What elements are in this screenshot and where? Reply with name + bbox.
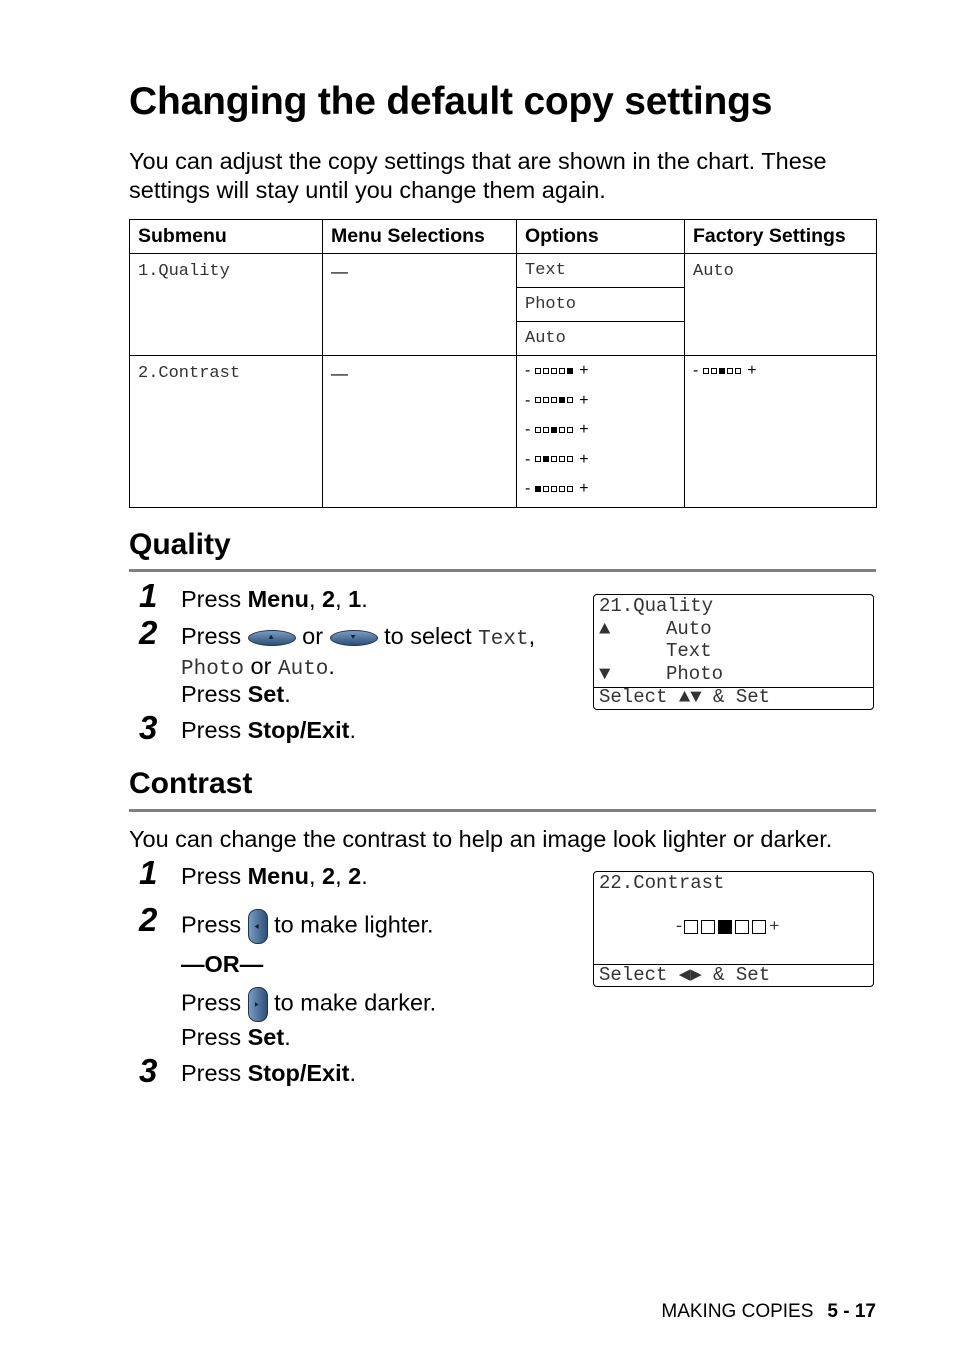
contrast-level-square	[559, 456, 565, 462]
header-factory-settings: Factory Settings	[685, 220, 877, 254]
contrast-level-square	[551, 397, 557, 403]
quality-step-2-line3: Press Set.	[181, 681, 291, 707]
lcd-contrast-scale: - +	[674, 918, 780, 937]
contrast-level-square	[543, 456, 549, 462]
submenu-contrast: 2.Contrast	[130, 356, 323, 508]
contrast-level-square	[559, 427, 565, 433]
menu-selection-contrast: —	[323, 356, 517, 508]
page-footer	[661, 1301, 876, 1323]
lcd-status: Select ▲▼ & Set	[599, 686, 771, 708]
up-arrow-key-icon	[248, 630, 296, 646]
contrast-options	[517, 356, 685, 508]
contrast-step-2-darker: Press to make darker.	[181, 987, 436, 1022]
contrast-level-square	[735, 368, 741, 374]
intro-paragraph: You can adjust the copy settings that are shown in the chart. These settings will stay until you change them again.	[129, 148, 827, 203]
lcd-line: 21.Quality	[599, 595, 714, 617]
contrast-level-square	[535, 486, 541, 492]
contrast-option: - +	[525, 362, 589, 379]
section-divider	[129, 809, 876, 812]
quality-lcd-display	[593, 594, 874, 710]
lcd-line: Auto	[666, 618, 712, 640]
footer-section: MAKING COPIES	[661, 1301, 814, 1322]
page-title: Changing the default copy settings	[129, 80, 773, 123]
contrast-level-square	[567, 397, 573, 403]
contrast-heading: Contrast	[129, 767, 253, 800]
option-text: Text	[517, 254, 685, 288]
page-number: 5 - 17	[827, 1301, 876, 1322]
contrast-level-square	[567, 368, 573, 374]
contrast-option: - +	[525, 391, 589, 409]
contrast-intro: You can change the contrast to help an image look lighter or darker.	[129, 826, 833, 852]
header-menu-selections: Menu Selections	[323, 220, 517, 254]
contrast-level-square	[752, 920, 766, 934]
table-row	[130, 254, 877, 288]
step-number: 3	[139, 1052, 158, 1089]
table-row	[130, 356, 877, 508]
contrast-level-square	[718, 920, 732, 934]
contrast-level-square	[567, 427, 573, 433]
contrast-level-square	[535, 368, 541, 374]
step-number: 3	[139, 709, 158, 746]
header-options: Options	[517, 220, 685, 254]
quality-step-1: Press Menu, 2, 1.	[181, 586, 368, 612]
step-number: 1	[139, 854, 158, 891]
contrast-level-square	[543, 427, 549, 433]
contrast-level-square	[727, 368, 733, 374]
contrast-option: - +	[525, 450, 589, 468]
factory-quality: Auto	[685, 254, 877, 356]
quality-step-3: Press Stop/Exit.	[181, 717, 356, 743]
contrast-level-square	[567, 486, 573, 492]
contrast-level-square	[719, 368, 725, 374]
contrast-factory	[685, 356, 877, 508]
quality-step-2-line2: Photo or Auto.	[181, 653, 335, 681]
contrast-level-square	[684, 920, 698, 934]
contrast-factory-value: - +	[693, 362, 757, 379]
right-arrow-key-icon	[248, 987, 268, 1022]
settings-table	[129, 219, 877, 508]
menu-selection-quality: —	[323, 254, 517, 356]
quality-step-2-line1: Press or to select Text,	[181, 623, 536, 651]
contrast-level-square	[535, 397, 541, 403]
contrast-level-square	[735, 920, 749, 934]
contrast-level-square	[543, 397, 549, 403]
contrast-level-square	[701, 920, 715, 934]
contrast-step-1: Press Menu, 2, 2.	[181, 863, 368, 889]
contrast-level-square	[543, 486, 549, 492]
step-number: 1	[139, 577, 158, 614]
contrast-option: - +	[525, 421, 589, 438]
lcd-down-arrow: ▼	[599, 663, 611, 685]
lcd-line: 22.Contrast	[599, 872, 725, 894]
lcd-line: Text	[666, 640, 712, 662]
contrast-lcd-display	[593, 871, 874, 987]
contrast-step-2-lighter: Press to make lighter.	[181, 909, 434, 944]
contrast-level-square	[567, 456, 573, 462]
left-arrow-key-icon	[248, 909, 268, 944]
table-header-row	[130, 220, 877, 254]
contrast-level-square	[559, 368, 565, 374]
header-submenu: Submenu	[130, 220, 323, 254]
option-photo: Photo	[517, 288, 685, 322]
contrast-level-square	[711, 368, 717, 374]
contrast-level-square	[543, 368, 549, 374]
step-number: 2	[139, 614, 158, 651]
option-auto: Auto	[517, 322, 685, 356]
quality-heading: Quality	[129, 528, 231, 561]
contrast-level-square	[559, 397, 565, 403]
contrast-level-square	[551, 427, 557, 433]
down-arrow-key-icon	[330, 630, 378, 646]
or-separator: —OR—	[181, 951, 264, 977]
section-divider	[129, 569, 876, 572]
contrast-step-3: Press Stop/Exit.	[181, 1060, 356, 1086]
step-number: 2	[139, 901, 158, 938]
contrast-level-square	[703, 368, 709, 374]
contrast-level-square	[535, 456, 541, 462]
lcd-up-arrow: ▲	[599, 618, 611, 640]
submenu-quality: 1.Quality	[130, 254, 323, 356]
contrast-option: - +	[525, 480, 589, 497]
contrast-level-square	[551, 456, 557, 462]
contrast-level-square	[535, 427, 541, 433]
lcd-line: Photo	[666, 663, 724, 685]
contrast-step-2-set: Press Set.	[181, 1024, 291, 1050]
lcd-status: Select ◀▶ & Set	[599, 964, 771, 986]
contrast-level-square	[551, 368, 557, 374]
contrast-level-square	[559, 486, 565, 492]
contrast-level-square	[551, 486, 557, 492]
